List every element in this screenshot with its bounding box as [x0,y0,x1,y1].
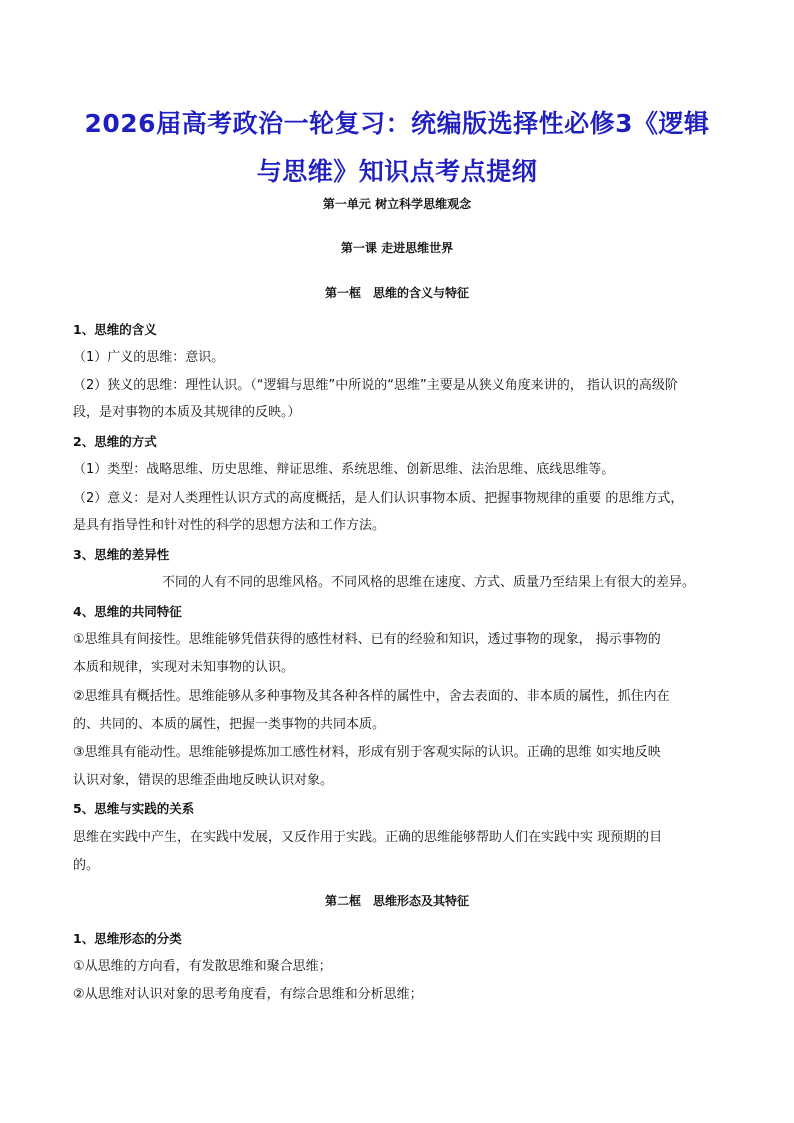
frame-heading-2: 第二框 思维形态及其特征 [324,894,469,908]
paragraph-line: （1）广义的思维：意识。 [73,350,225,365]
paragraph-line: 思维在实践中产生，在实践中发展，又反作用于实践。正确的思维能够帮助人们在实践中实 现预期的目 [73,830,663,845]
paragraph-line: ①思维具有间接性。思维能够凭借获得的感性材料、已有的经验和知识，透过事物的现象， 揭示事物的 [73,632,661,647]
frame-heading-1: 第一框 思维的含义与特征 [324,286,469,300]
unit-heading: 第一单元 树立科学思维观念 [322,197,472,211]
paragraph-line: 不同的人有不同的思维风格。不同风格的思维在速度、方式、质量乃至结果上有很大的差异。 [162,575,696,590]
title-line-1: 2026届高考政治一轮复习：统编版选择性必修3《逻辑 [84,109,710,138]
paragraph-line: ③思维具有能动性。思维能够提炼加工感性材料，形成有别于客观实际的认识。正确的思维 如实地反映 [73,745,661,760]
section-heading: 3、思维的差异性 [73,547,170,562]
paragraph-line: 的。 [73,858,100,873]
paragraph-line: ①从思维的方向看，有发散思维和聚合思维； [73,959,332,974]
paragraph-line: （2）意义：是对人类理性认识方式的高度概括，是人们认识事物本质、把握事物规律的重要 的思维方式， [73,491,684,506]
paragraph-line: 段，是对事物的本质及其规律的反映。） [73,405,301,420]
paragraph-line: 是具有指导性和针对性的科学的思想方法和工作方法。 [73,518,386,533]
section-heading: 5、思维与实践的关系 [73,801,195,816]
paragraph-line: ②从思维对认识对象的思考角度看，有综合思维和分析思维； [73,987,423,1002]
section-heading: 1、思维形态的分类 [73,931,182,946]
paragraph-line: （1）类型：战略思维、历史思维、辩证思维、系统思维、创新思维、法治思维、底线思维等。 [73,462,615,477]
lesson-heading: 第一课 走进思维世界 [340,241,454,255]
paragraph-line: （2）狭义的思维：理性认识。（“逻辑与思维”中所说的“思维”主要是从狭义角度来讲的， 指认识的高级阶 [73,378,678,393]
paragraph-line: 认识对象，错误的思维歪曲地反映认识对象。 [73,773,334,788]
title-line-2: 与思维》知识点考点提纲 [256,157,538,186]
paragraph-line: ②思维具有概括性。思维能够从多种事物及其各种各样的属性中，舍去表面的、非本质的属性，抓住内在 [73,689,670,704]
section-heading: 1、思维的含义 [73,322,157,337]
section-heading: 2、思维的方式 [73,434,157,449]
paragraph-line: 的、共同的、本质的属性，把握一类事物的共同本质。 [73,717,386,732]
document-title [60,100,734,196]
section-heading: 4、思维的共同特征 [73,604,182,619]
paragraph-line: 本质和规律，实现对未知事物的认识。 [73,660,295,675]
